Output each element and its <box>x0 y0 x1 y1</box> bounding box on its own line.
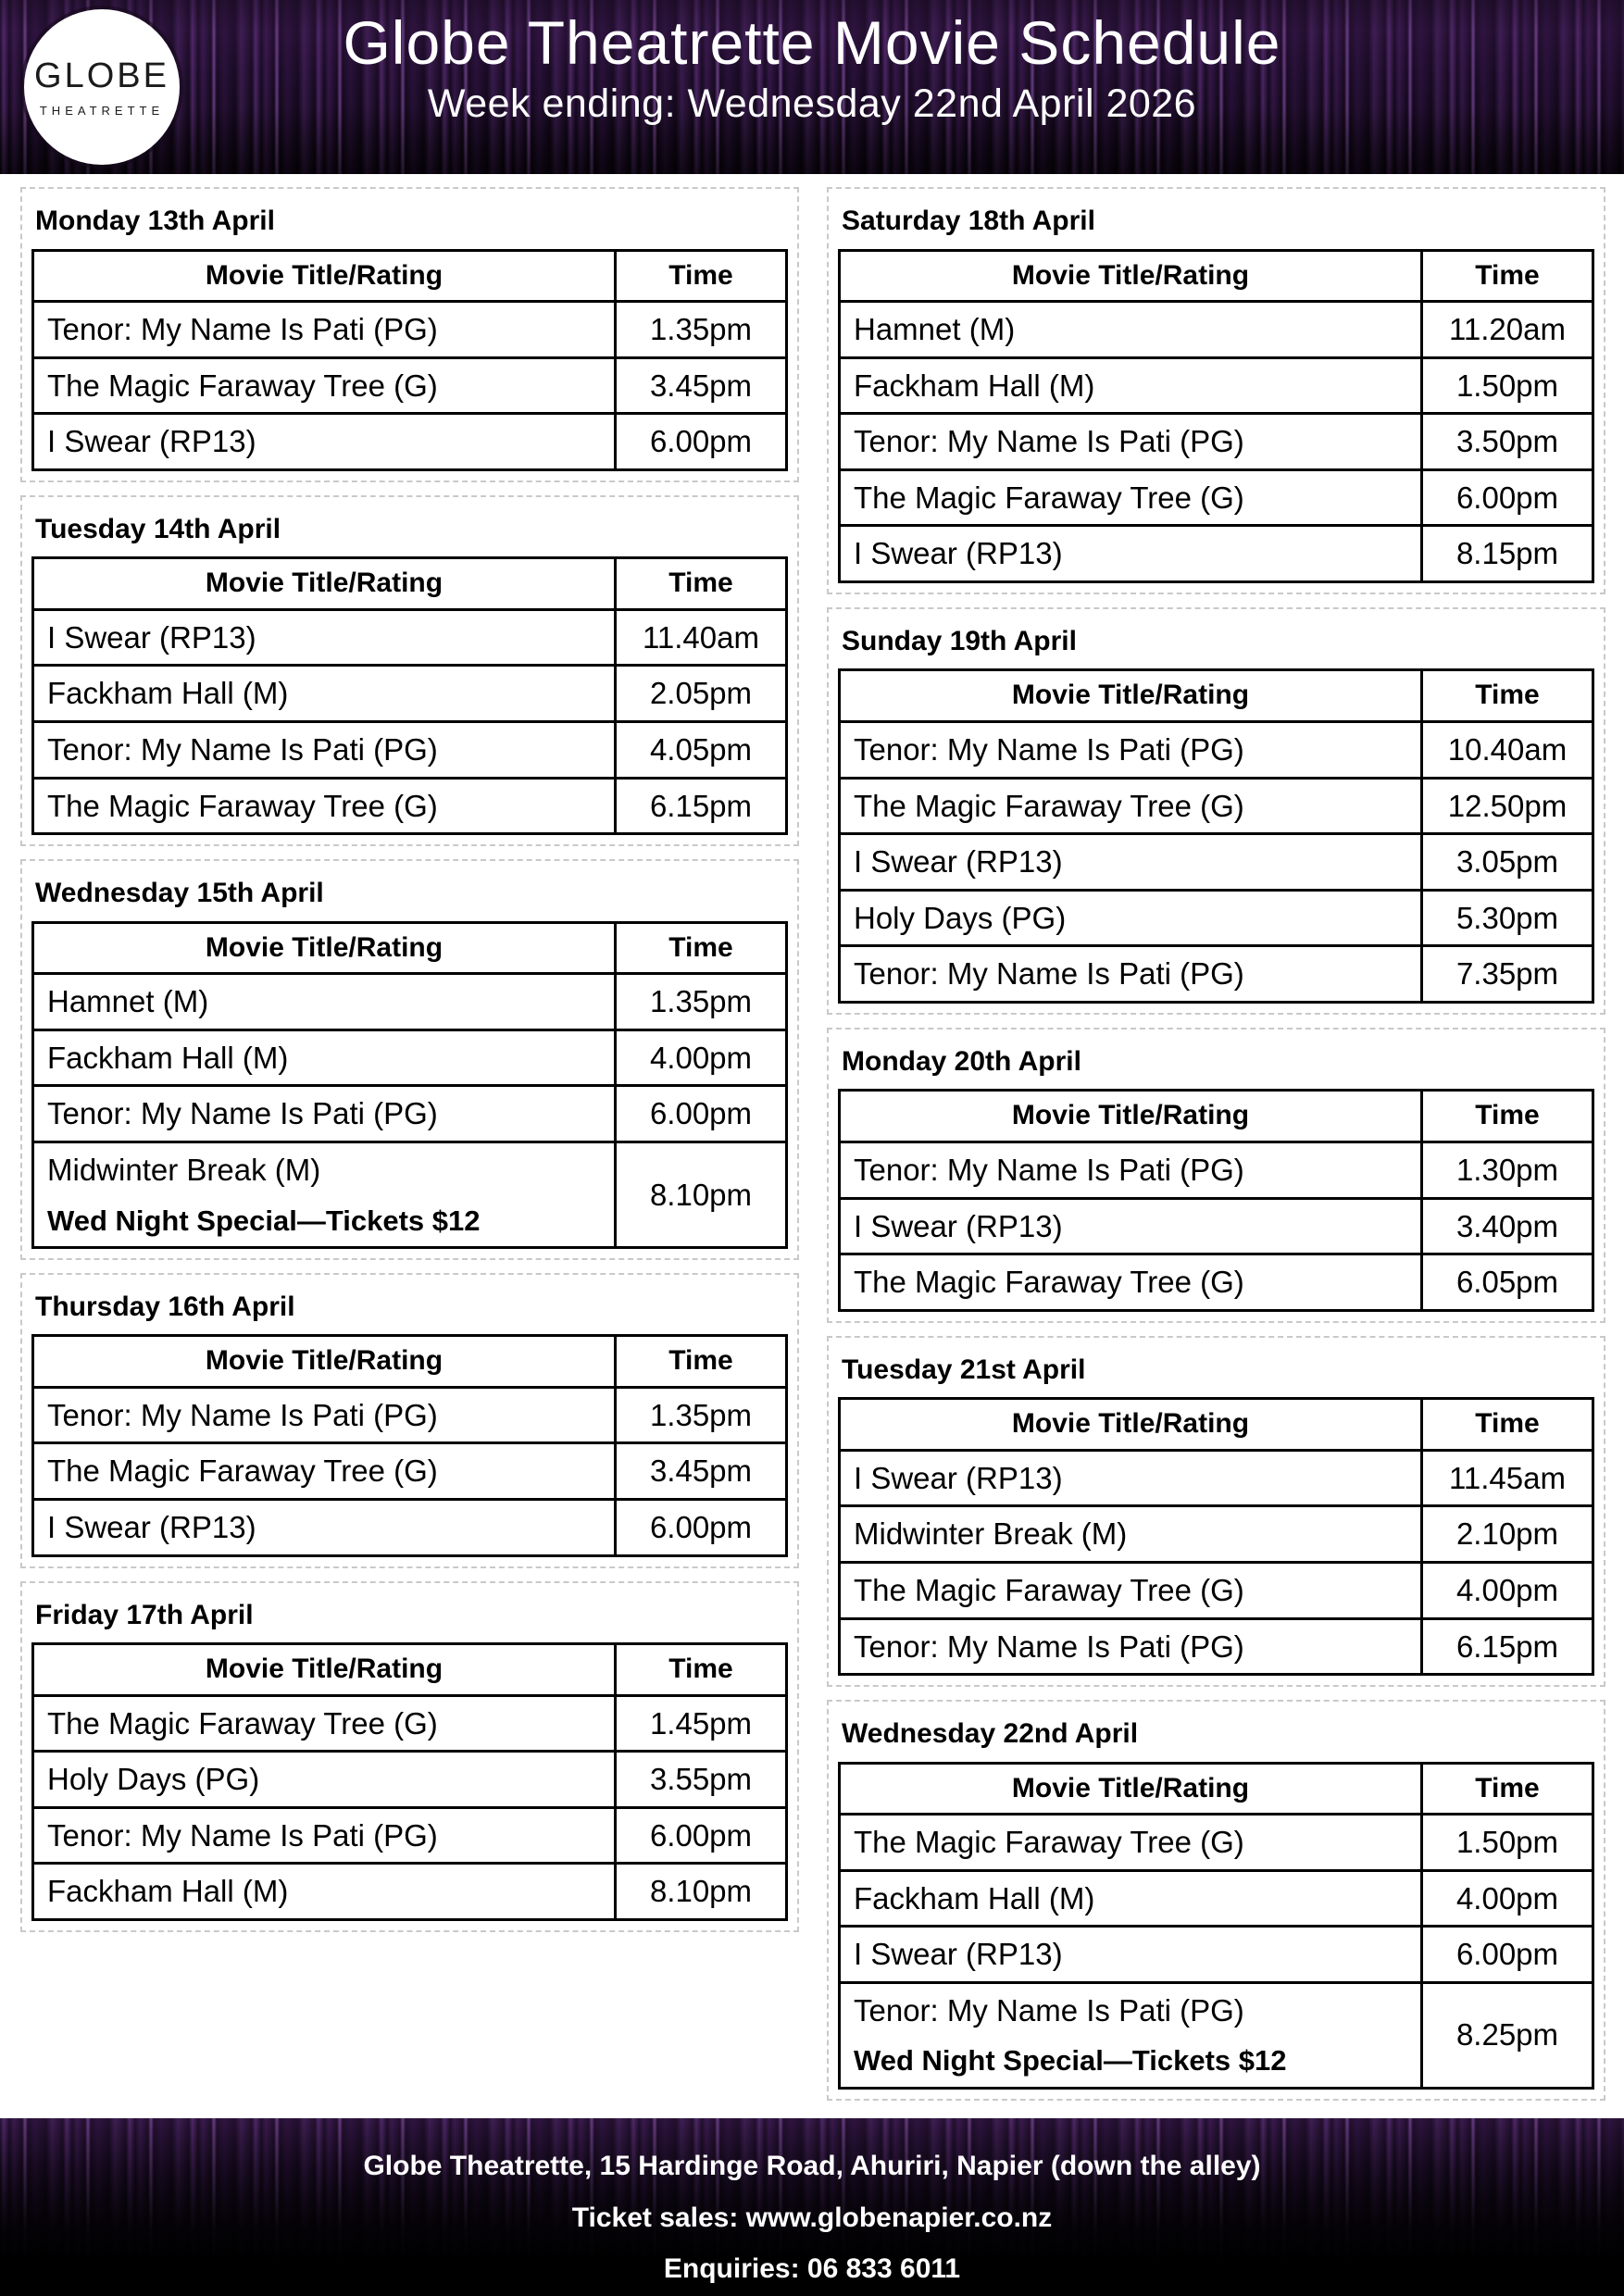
movie-cell <box>840 302 1422 358</box>
day-section <box>20 495 799 846</box>
movie-cell <box>840 1450 1422 1506</box>
schedule-header-row <box>840 250 1593 302</box>
movie-cell <box>33 1029 616 1086</box>
schedule-row <box>33 1695 787 1752</box>
movie-cell <box>840 946 1422 1003</box>
time-cell: 1.50pm <box>1422 357 1593 414</box>
time-cell: 2.10pm <box>1422 1506 1593 1563</box>
time-cell: 8.15pm <box>1422 526 1593 582</box>
time-cell: 3.45pm <box>616 357 787 414</box>
movie-title: Holy Days (PG) <box>47 1762 260 1797</box>
schedule-row <box>33 414 787 470</box>
schedule-row <box>33 1864 787 1920</box>
time-cell: 6.00pm <box>1422 469 1593 526</box>
movie-title: Holy Days (PG) <box>854 900 1067 935</box>
schedule-column-right <box>827 187 1605 2118</box>
schedule-row <box>840 1927 1593 1983</box>
movie-cell <box>840 526 1422 582</box>
movie-title: Tenor: My Name Is Pati (PG) <box>854 731 1244 767</box>
col-header-movie: Movie Title/Rating <box>840 1399 1422 1451</box>
time-cell: 6.00pm <box>616 1086 787 1142</box>
movie-cell <box>33 974 616 1030</box>
movie-title: I Swear (RP13) <box>854 536 1063 571</box>
movie-cell <box>840 1506 1422 1563</box>
day-section <box>827 1028 1605 1323</box>
movie-title: Fackham Hall (M) <box>47 1040 289 1075</box>
movie-cell <box>33 721 616 778</box>
schedule-header-row <box>840 1763 1593 1815</box>
movie-cell <box>840 1815 1422 1871</box>
schedule-table <box>31 1642 788 1921</box>
schedule-row <box>840 1618 1593 1675</box>
schedule-header-row <box>840 1399 1593 1451</box>
movie-title: I Swear (RP13) <box>854 1937 1063 1972</box>
time-cell: 3.05pm <box>1422 834 1593 891</box>
movie-title: The Magic Faraway Tree (G) <box>854 1825 1244 1860</box>
day-section <box>20 859 799 1260</box>
schedule-row <box>840 1142 1593 1198</box>
col-header-movie: Movie Title/Rating <box>33 250 616 302</box>
time-cell: 6.00pm <box>616 1499 787 1555</box>
ticket-sales-line: Ticket sales: www.globenapier.co.nz <box>571 2202 1053 2233</box>
movie-cell <box>33 1752 616 1808</box>
schedule-row <box>33 357 787 414</box>
time-cell: 3.45pm <box>616 1443 787 1500</box>
movie-title: Fackham Hall (M) <box>47 676 289 711</box>
schedule-row <box>840 526 1593 582</box>
schedule-row <box>840 834 1593 891</box>
movie-cell <box>840 469 1422 526</box>
movie-title: Tenor: My Name Is Pati (PG) <box>47 1096 438 1131</box>
schedule-row <box>840 890 1593 946</box>
footer-text-block <box>0 2118 1624 2295</box>
schedule-header-row <box>33 1336 787 1388</box>
movie-title: Fackham Hall (M) <box>854 1880 1095 1915</box>
movie-cell <box>840 1198 1422 1254</box>
movie-cell <box>840 778 1422 834</box>
movie-title: Tenor: My Name Is Pati (PG) <box>47 731 438 767</box>
schedule-table <box>31 249 788 471</box>
time-cell: 4.05pm <box>616 721 787 778</box>
movie-cell <box>840 1618 1422 1675</box>
schedule-row <box>840 1815 1593 1871</box>
logo-globe-text: GLOBE <box>34 56 169 95</box>
movie-title: Tenor: My Name Is Pati (PG) <box>854 424 1244 459</box>
time-cell: 4.00pm <box>616 1029 787 1086</box>
col-header-time: Time <box>1422 1399 1593 1451</box>
movie-title: I Swear (RP13) <box>854 1208 1063 1243</box>
schedule-row <box>840 1562 1593 1618</box>
schedule-row <box>33 1752 787 1808</box>
movie-cell <box>33 609 616 666</box>
time-cell: 4.00pm <box>1422 1870 1593 1927</box>
time-cell: 4.00pm <box>1422 1562 1593 1618</box>
movie-title: The Magic Faraway Tree (G) <box>47 788 438 823</box>
movie-cell <box>33 1695 616 1752</box>
time-cell: 2.05pm <box>616 666 787 722</box>
time-cell: 3.50pm <box>1422 414 1593 470</box>
movie-cell <box>33 1387 616 1443</box>
movie-cell <box>33 357 616 414</box>
movie-cell <box>840 357 1422 414</box>
movie-title: Midwinter Break (M) <box>854 1516 1128 1552</box>
time-cell: 5.30pm <box>1422 890 1593 946</box>
time-cell: 3.55pm <box>616 1752 787 1808</box>
movie-title: Tenor: My Name Is Pati (PG) <box>854 956 1244 992</box>
schedule-column-left <box>20 187 799 2118</box>
schedule-row <box>33 1142 787 1247</box>
time-cell: 3.40pm <box>1422 1198 1593 1254</box>
time-cell: 11.45am <box>1422 1450 1593 1506</box>
time-cell: 1.35pm <box>616 302 787 358</box>
schedule-row <box>840 302 1593 358</box>
day-title: Tuesday 21st April <box>842 1354 1086 1385</box>
schedule-row <box>33 1443 787 1500</box>
time-cell: 1.50pm <box>1422 1815 1593 1871</box>
col-header-time: Time <box>1422 1091 1593 1142</box>
schedule-row <box>840 1870 1593 1927</box>
special-note: Wed Night Special—Tickets $12 <box>854 2044 1287 2078</box>
schedule-row <box>33 609 787 666</box>
schedule-row <box>33 1086 787 1142</box>
movie-cell <box>840 1142 1422 1198</box>
day-section <box>827 607 1605 1015</box>
schedule-row <box>33 1499 787 1555</box>
day-section <box>20 187 799 482</box>
flyer-footer <box>0 2118 1624 2296</box>
col-header-time: Time <box>1422 250 1593 302</box>
schedule-row <box>840 1254 1593 1311</box>
col-header-time: Time <box>616 558 787 610</box>
enquiries-line: Enquiries: 06 833 6011 <box>663 2253 961 2284</box>
day-title: Friday 17th April <box>35 1599 254 1630</box>
schedule-row <box>33 721 787 778</box>
movie-title: The Magic Faraway Tree (G) <box>854 480 1244 515</box>
time-cell: 6.05pm <box>1422 1254 1593 1311</box>
header-text-block <box>0 0 1624 174</box>
schedule-row <box>33 1029 787 1086</box>
col-header-movie: Movie Title/Rating <box>33 1336 616 1388</box>
schedule-header-row <box>33 250 787 302</box>
col-header-movie: Movie Title/Rating <box>840 250 1422 302</box>
movie-cell <box>33 1864 616 1920</box>
time-cell: 1.45pm <box>616 1695 787 1752</box>
day-title: Saturday 18th April <box>842 206 1095 236</box>
col-header-time: Time <box>616 922 787 974</box>
movie-title: Tenor: My Name Is Pati (PG) <box>47 1397 438 1432</box>
movie-title: Tenor: My Name Is Pati (PG) <box>854 1628 1244 1664</box>
movie-title: The Magic Faraway Tree (G) <box>47 368 438 403</box>
col-header-time: Time <box>616 1336 787 1388</box>
movie-title: The Magic Faraway Tree (G) <box>854 788 1244 823</box>
movie-title: Tenor: My Name Is Pati (PG) <box>854 1152 1244 1187</box>
time-cell: 10.40am <box>1422 721 1593 778</box>
schedule-row <box>33 778 787 834</box>
time-cell: 8.10pm <box>616 1142 787 1247</box>
movie-title: I Swear (RP13) <box>854 844 1063 880</box>
time-cell: 1.35pm <box>616 1387 787 1443</box>
time-cell: 11.40am <box>616 609 787 666</box>
logo-theatrette-text: THEATRETTE <box>39 104 165 118</box>
schedule-row <box>840 721 1593 778</box>
col-header-time: Time <box>1422 1763 1593 1815</box>
time-cell: 8.25pm <box>1422 1982 1593 2088</box>
movie-cell <box>840 1254 1422 1311</box>
movie-cell <box>840 1562 1422 1618</box>
movie-title: Fackham Hall (M) <box>47 1874 289 1909</box>
col-header-movie: Movie Title/Rating <box>840 1763 1422 1815</box>
globe-theatrette-logo <box>24 9 180 165</box>
address-line: Globe Theatrette, 15 Hardinge Road, Ahuriri, Napier (down the alley) <box>363 2151 1261 2181</box>
movie-title: Fackham Hall (M) <box>854 368 1095 403</box>
movie-cell <box>33 1499 616 1555</box>
movie-cell <box>840 1927 1422 1983</box>
time-cell: 6.00pm <box>1422 1927 1593 1983</box>
movie-cell <box>33 302 616 358</box>
time-cell: 11.20am <box>1422 302 1593 358</box>
schedule-row <box>840 1450 1593 1506</box>
time-cell: 7.35pm <box>1422 946 1593 1003</box>
day-section <box>827 1700 1605 2101</box>
col-header-time: Time <box>1422 670 1593 722</box>
movie-cell <box>33 1807 616 1864</box>
movie-title: Tenor: My Name Is Pati (PG) <box>47 1817 438 1853</box>
schedule-table <box>31 1334 788 1556</box>
movie-title: Tenor: My Name Is Pati (PG) <box>854 1992 1244 2028</box>
col-header-movie: Movie Title/Rating <box>33 558 616 610</box>
time-cell: 12.50pm <box>1422 778 1593 834</box>
movie-title: The Magic Faraway Tree (G) <box>47 1454 438 1489</box>
movie-title: I Swear (RP13) <box>854 1460 1063 1495</box>
movie-cell <box>33 1443 616 1500</box>
schedule-row <box>840 469 1593 526</box>
day-title: Wednesday 22nd April <box>842 1718 1139 1750</box>
movie-cell <box>33 666 616 722</box>
movie-cell <box>840 834 1422 891</box>
time-cell: 1.30pm <box>1422 1142 1593 1198</box>
schedule-table <box>838 1089 1594 1311</box>
day-title: Wednesday 15th April <box>35 878 324 909</box>
schedule-row <box>840 778 1593 834</box>
special-note: Wed Night Special—Tickets $12 <box>47 1204 481 1237</box>
movie-title: Midwinter Break (M) <box>47 1152 321 1187</box>
movie-cell <box>33 1142 616 1247</box>
col-header-time: Time <box>616 1644 787 1696</box>
schedule-row <box>33 666 787 722</box>
movie-title: The Magic Faraway Tree (G) <box>47 1705 438 1741</box>
schedule-row <box>33 974 787 1030</box>
movie-title: I Swear (RP13) <box>47 1509 256 1544</box>
schedule-row <box>840 357 1593 414</box>
schedule-table <box>838 1762 1594 2090</box>
movie-title: The Magic Faraway Tree (G) <box>854 1265 1244 1300</box>
schedule-row <box>840 1198 1593 1254</box>
day-section <box>20 1581 799 1932</box>
movie-title: I Swear (RP13) <box>47 619 256 655</box>
time-cell: 6.15pm <box>1422 1618 1593 1675</box>
time-cell: 6.00pm <box>616 414 787 470</box>
day-section <box>827 1336 1605 1687</box>
movie-title: Hamnet (M) <box>47 984 209 1019</box>
movie-cell <box>840 1982 1422 2088</box>
movie-title: The Magic Faraway Tree (G) <box>854 1572 1244 1607</box>
schedule-header-row <box>840 670 1593 722</box>
schedule-header-row <box>840 1091 1593 1142</box>
day-section <box>20 1273 799 1568</box>
schedule-row <box>33 1387 787 1443</box>
col-header-movie: Movie Title/Rating <box>840 670 1422 722</box>
movie-cell <box>33 414 616 470</box>
movie-cell <box>33 778 616 834</box>
schedule-header-row <box>33 922 787 974</box>
movie-title: Tenor: My Name Is Pati (PG) <box>47 312 438 346</box>
schedule-table <box>838 249 1594 583</box>
day-title: Tuesday 14th April <box>35 513 281 544</box>
schedule-row <box>840 414 1593 470</box>
movie-title: I Swear (RP13) <box>47 424 256 459</box>
schedule-header-row <box>33 1644 787 1696</box>
movie-title: Hamnet (M) <box>854 312 1016 346</box>
schedule-table <box>31 556 788 835</box>
day-section <box>827 187 1605 594</box>
schedule-row <box>840 1506 1593 1563</box>
day-title: Sunday 19th April <box>842 625 1077 656</box>
schedule-header-row <box>33 558 787 610</box>
schedule-table <box>838 1397 1594 1676</box>
movie-cell <box>33 1086 616 1142</box>
col-header-movie: Movie Title/Rating <box>33 1644 616 1696</box>
movie-cell <box>840 414 1422 470</box>
schedule-row <box>840 1982 1593 2088</box>
time-cell: 6.15pm <box>616 778 787 834</box>
day-title: Monday 13th April <box>35 206 275 236</box>
schedule-table <box>838 668 1594 1003</box>
movie-cell <box>840 721 1422 778</box>
schedule-table <box>31 921 788 1249</box>
time-cell: 6.00pm <box>616 1807 787 1864</box>
movie-cell <box>840 1870 1422 1927</box>
week-ending-subtitle: Week ending: Wednesday 22nd April 2026 <box>427 81 1197 126</box>
time-cell: 8.10pm <box>616 1864 787 1920</box>
schedule-grid <box>0 174 1624 2118</box>
schedule-row <box>33 302 787 358</box>
time-cell: 1.35pm <box>616 974 787 1030</box>
day-title: Monday 20th April <box>842 1045 1081 1077</box>
movie-cell <box>840 890 1422 946</box>
col-header-movie: Movie Title/Rating <box>840 1091 1422 1142</box>
col-header-time: Time <box>616 250 787 302</box>
schedule-row <box>840 946 1593 1003</box>
day-title: Thursday 16th April <box>35 1291 295 1322</box>
page-title: Globe Theatrette Movie Schedule <box>343 8 1281 77</box>
flyer-header <box>0 0 1624 174</box>
col-header-movie: Movie Title/Rating <box>33 922 616 974</box>
schedule-row <box>33 1807 787 1864</box>
